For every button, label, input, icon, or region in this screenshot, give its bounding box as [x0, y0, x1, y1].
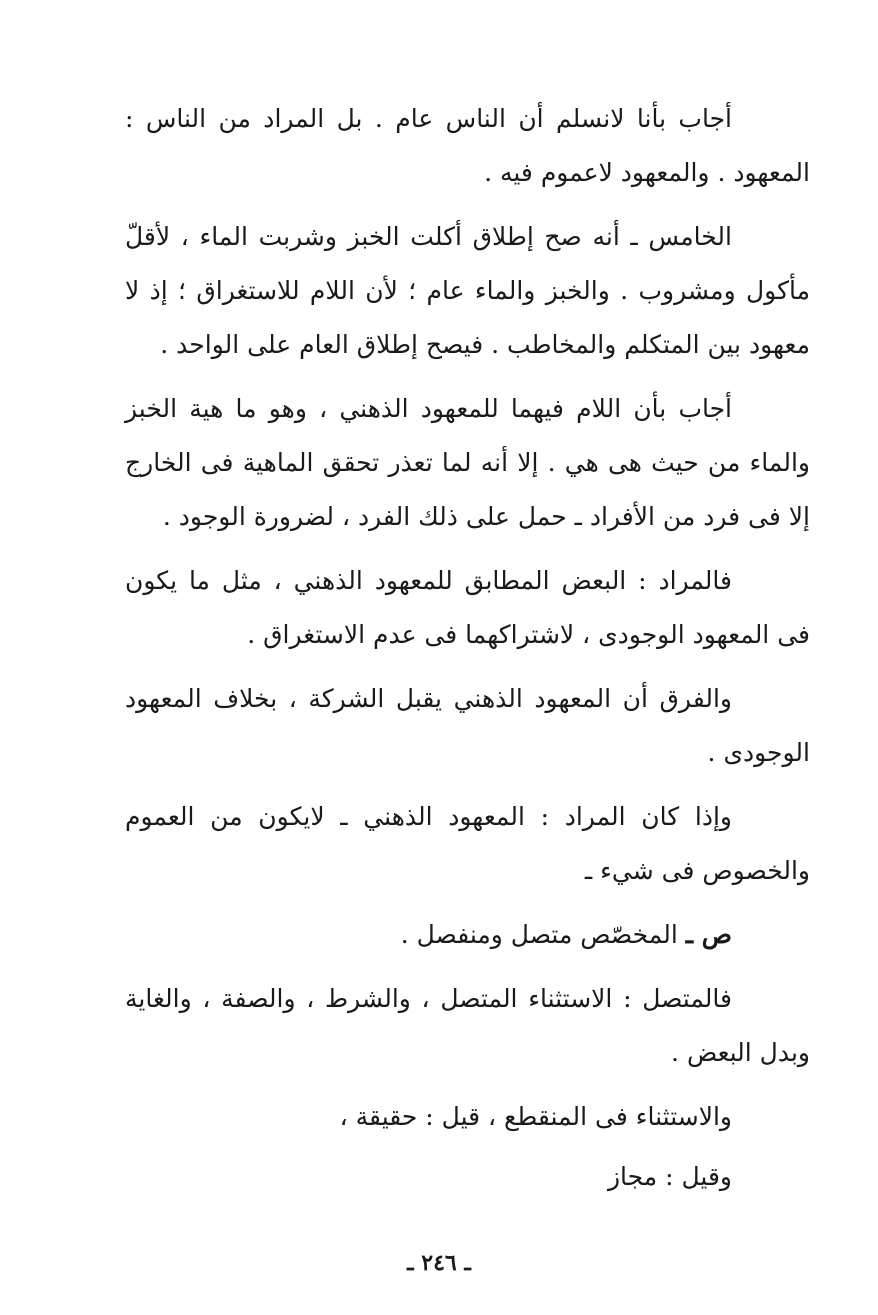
paragraph-4: فالمراد : البعض المطابق للمعهود الذهني ، مثل ما يكون فى المعهود الوجودى ، لاشتراكهما فى عدم الاستغراق .: [125, 566, 810, 649]
paragraph-6: وإذا كان المراد : المعهود الذهني ـ لايكون من العموم والخصوص فى شيء ـ: [125, 802, 810, 885]
paragraph-2: الخامس ـ أنه صح إطلاق أكلت الخبز وشربت الماء ، لأقلّ مأكول ومشروب . والخبز والماء عام ؛ لأن اللام للاستغراق ؛ إذ لا معهود بين المتكلم والمخاطب . فيصح إطلاق العام على الواحد .: [125, 222, 810, 359]
text-heading: [125, 908, 810, 962]
page-number: ـ ٢٤٦ ـ: [407, 1250, 471, 1276]
heading-text: المخصّص متصل ومنفصل .: [400, 920, 678, 949]
paragraph-5: والفرق أن المعهود الذهني يقبل الشركة ، بخلاف المعهود الوجودى .: [125, 684, 810, 767]
paragraph-1: أجاب بأنا لانسلم أن الناس عام . بل المراد من الناس : المعهود . والمعهود لاعموم فيه .: [125, 104, 810, 187]
heading-marker: ص ـ: [685, 920, 732, 949]
paragraph-9: وقيل : مجاز: [607, 1162, 732, 1191]
paragraph-3: أجاب بأن اللام فيهما للمعهود الذهني ، وهو ما هية الخبز والماء من حيث هى هي . إلا أنه لما تعذر تحقق الماهية فى الخارج إلا فى فرد من الأفراد ـ حمل على ذلك الفرد ، لضرورة الوجود .: [125, 394, 810, 531]
paragraph-7: فالمتصل : الاستثناء المتصل ، والشرط ، والصفة ، والغاية وبدل البعض .: [125, 984, 810, 1067]
paragraph-8: والاستثناء فى المنقطع ، قيل : حقيقة ،: [339, 1102, 732, 1131]
page-body: [125, 92, 810, 1214]
